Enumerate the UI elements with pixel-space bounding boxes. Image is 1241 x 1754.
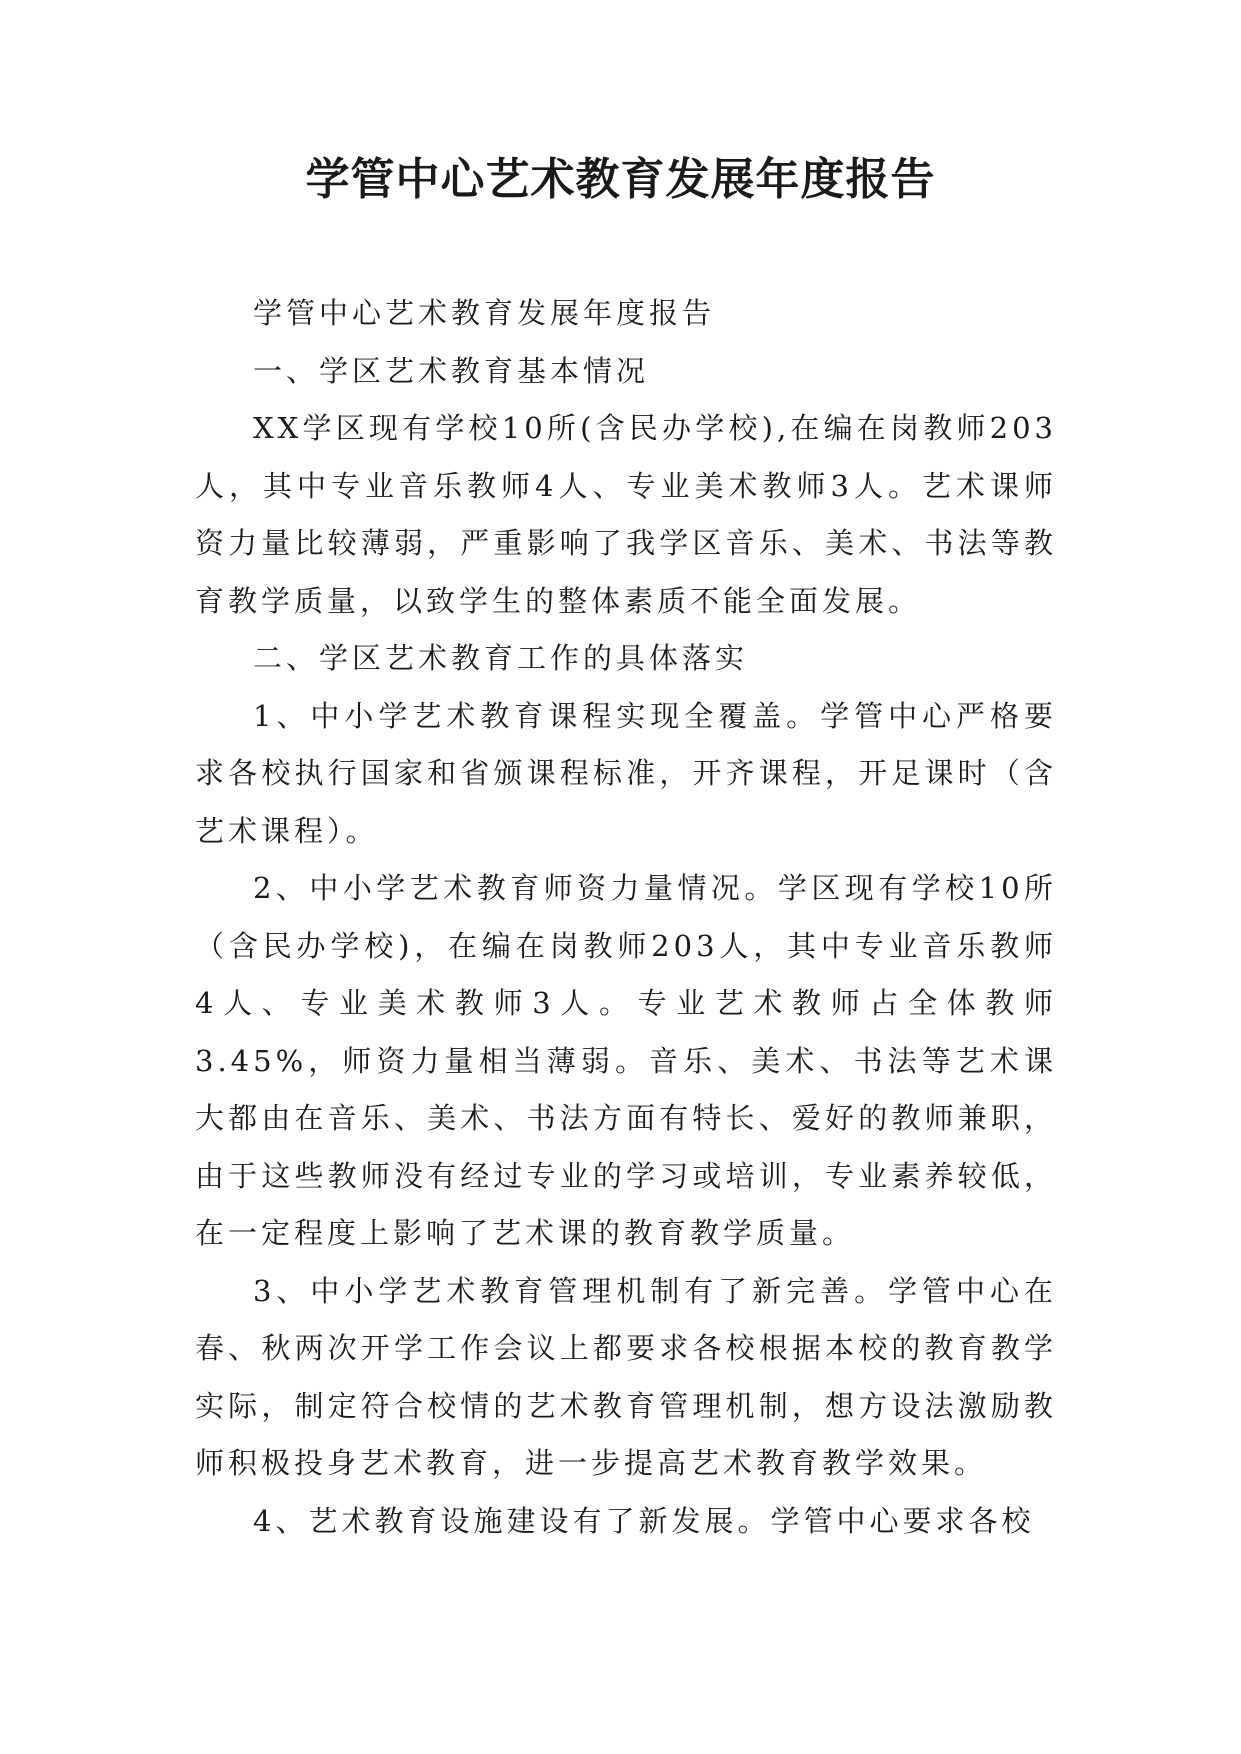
paragraph-basic-situation: XX学区现有学校10所(含民办学校),在编在岗教师203人，其中专业音乐教师4人、专业美术教师3人。艺术课师资力量比较薄弱，严重影响了我学区音乐、美术、书法等教育教学质量，以致学生的整体素质不能全面发展。 (195, 411, 1057, 618)
paragraph-section-heading-1: 一、学区艺术教育基本情况 (253, 353, 650, 388)
paragraph-section-heading-2: 二、学区艺术教育工作的具体落实 (253, 641, 749, 675)
paragraph-subtitle: 学管中心艺术教育发展年度报告 (253, 296, 716, 330)
paragraph-item-3: 3、中小学艺术教育管理机制有了新完善。学管中心在春、秋两次开学工作会议上都要求各校根据本校的教育教学实际，制定符合校情的艺术教育管理机制，想方设法激励教师积极投身艺术教育，进一步提高艺术教育教学效果。 (195, 1273, 1057, 1480)
paragraph-item-4: 4、艺术教育设施建设有了新发展。学管中心要求各校 (253, 1503, 1035, 1538)
document-title: 学管中心艺术教育发展年度报告 (305, 154, 936, 205)
paragraph-item-2: 2、中小学艺术教育师资力量情况。学区现有学校10所（含民办学校)，在编在岗教师203人，其中专业音乐教师4人、专业美术教师3人。专业艺术教师占全体教师3.45%，师资力量相当薄弱。音乐、美术、书法等艺术课大都由在音乐、美术、书法方面有特长、爱好的教师兼职，由于这些教师没有经过专业的学习或培训，专业素养较低，在一定程度上影响了艺术课的教育教学质量。 (195, 871, 1057, 1250)
paragraph-item-1: 1、中小学艺术教育课程实现全覆盖。学管中心严格要求各校执行国家和省颁课程标准，开齐课程，开足课时（含艺术课程）。 (195, 698, 1057, 848)
document-body (195, 285, 1057, 1550)
